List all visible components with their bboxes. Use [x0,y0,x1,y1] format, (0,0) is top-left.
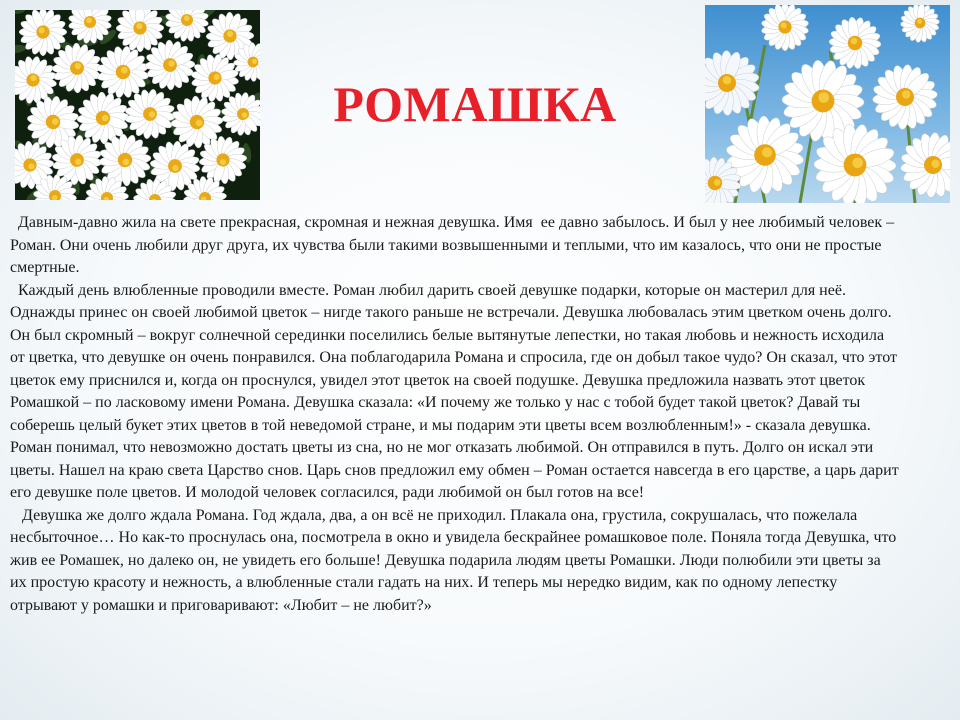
story-text [10,212,903,617]
daisy-flower [19,10,67,56]
story-paragraph: Каждый день влюбленные проводили вместе. Роман любил дарить своей девушке подарки, которые он мастерил для неё. Однажды принес он своей любимой цветок – нигде такого раньше не встречали. Девушка любовалась этим цветком очень долго. Он был скромный – вокруг солнечной серединки поселились белые вытянутые лепестки, но такая любовь и нежность исходила от цветка, что девушке он очень понравился. Она поблагодарила Романа и спросила, где он добыл такое чудо? Он сказал, что этот цветок ему приснился и, когда он проснулся, увидел этот цветок на своей подушке. Девушка предложила назвать этот цветок Ромашкой – по ласковому имени Романа. Девушка сказала: «И почему же только у нас с тобой будет такой цветок? Давай ты соберешь целый букет этих цветов в той неведомой стране, и мы подарим эти цветы всем возлюбленным!» - сказала девушка. [10,281,901,434]
story-paragraph: Давным-давно жила на свете прекрасная, скромная и нежная девушка. Имя ее давно забылось. И был у нее любимый человек – Роман. Они очень любили друг друга, их чувства были такими возвышенными и теплыми, что им казалось, что они не простые смертные. [10,214,899,276]
daisy-bouquet-image [15,10,260,200]
daisy-bouquet-photo [15,10,260,200]
daisies-sky-photo [705,5,950,203]
daisies-sky-image [705,5,950,203]
page-title: РОМАШКА [333,76,617,132]
story-paragraph: Роман понимал, что невозможно достать цветы из сна, но не мог отказать любимой. Он отправился в путь. Долго он искал эти цветы. Нашел на краю света Царство снов. Царь снов предложил ему обмен – Роман остается навсегда в его царстве, а царь дарит его девушке поле цветов. И молодой человек согласился, ради любимой он был готов на все! [10,439,903,501]
story-paragraph: Девушка же долго ждала Романа. Год ждала, два, а он всё не приходил. Плакала она, грустила, сокрушалась, что пожелала несбыточное… Но как-то проснулась она, посмотрела в окно и увидела бескрайнее ромашковое поле. Поняла тогда Девушка, что жив ее Ромашек, но далеко он, не увидеть его больше! Девушка подарила людям цветы Ромашки. Люди полюбили эти цветы за их простую красоту и нежность, а влюбленные стали гадать на них. И теперь мы нередко видим, как по одному лепестку отрывают у ромашки и приговаривают: «Любит – не любит?» [10,506,901,614]
